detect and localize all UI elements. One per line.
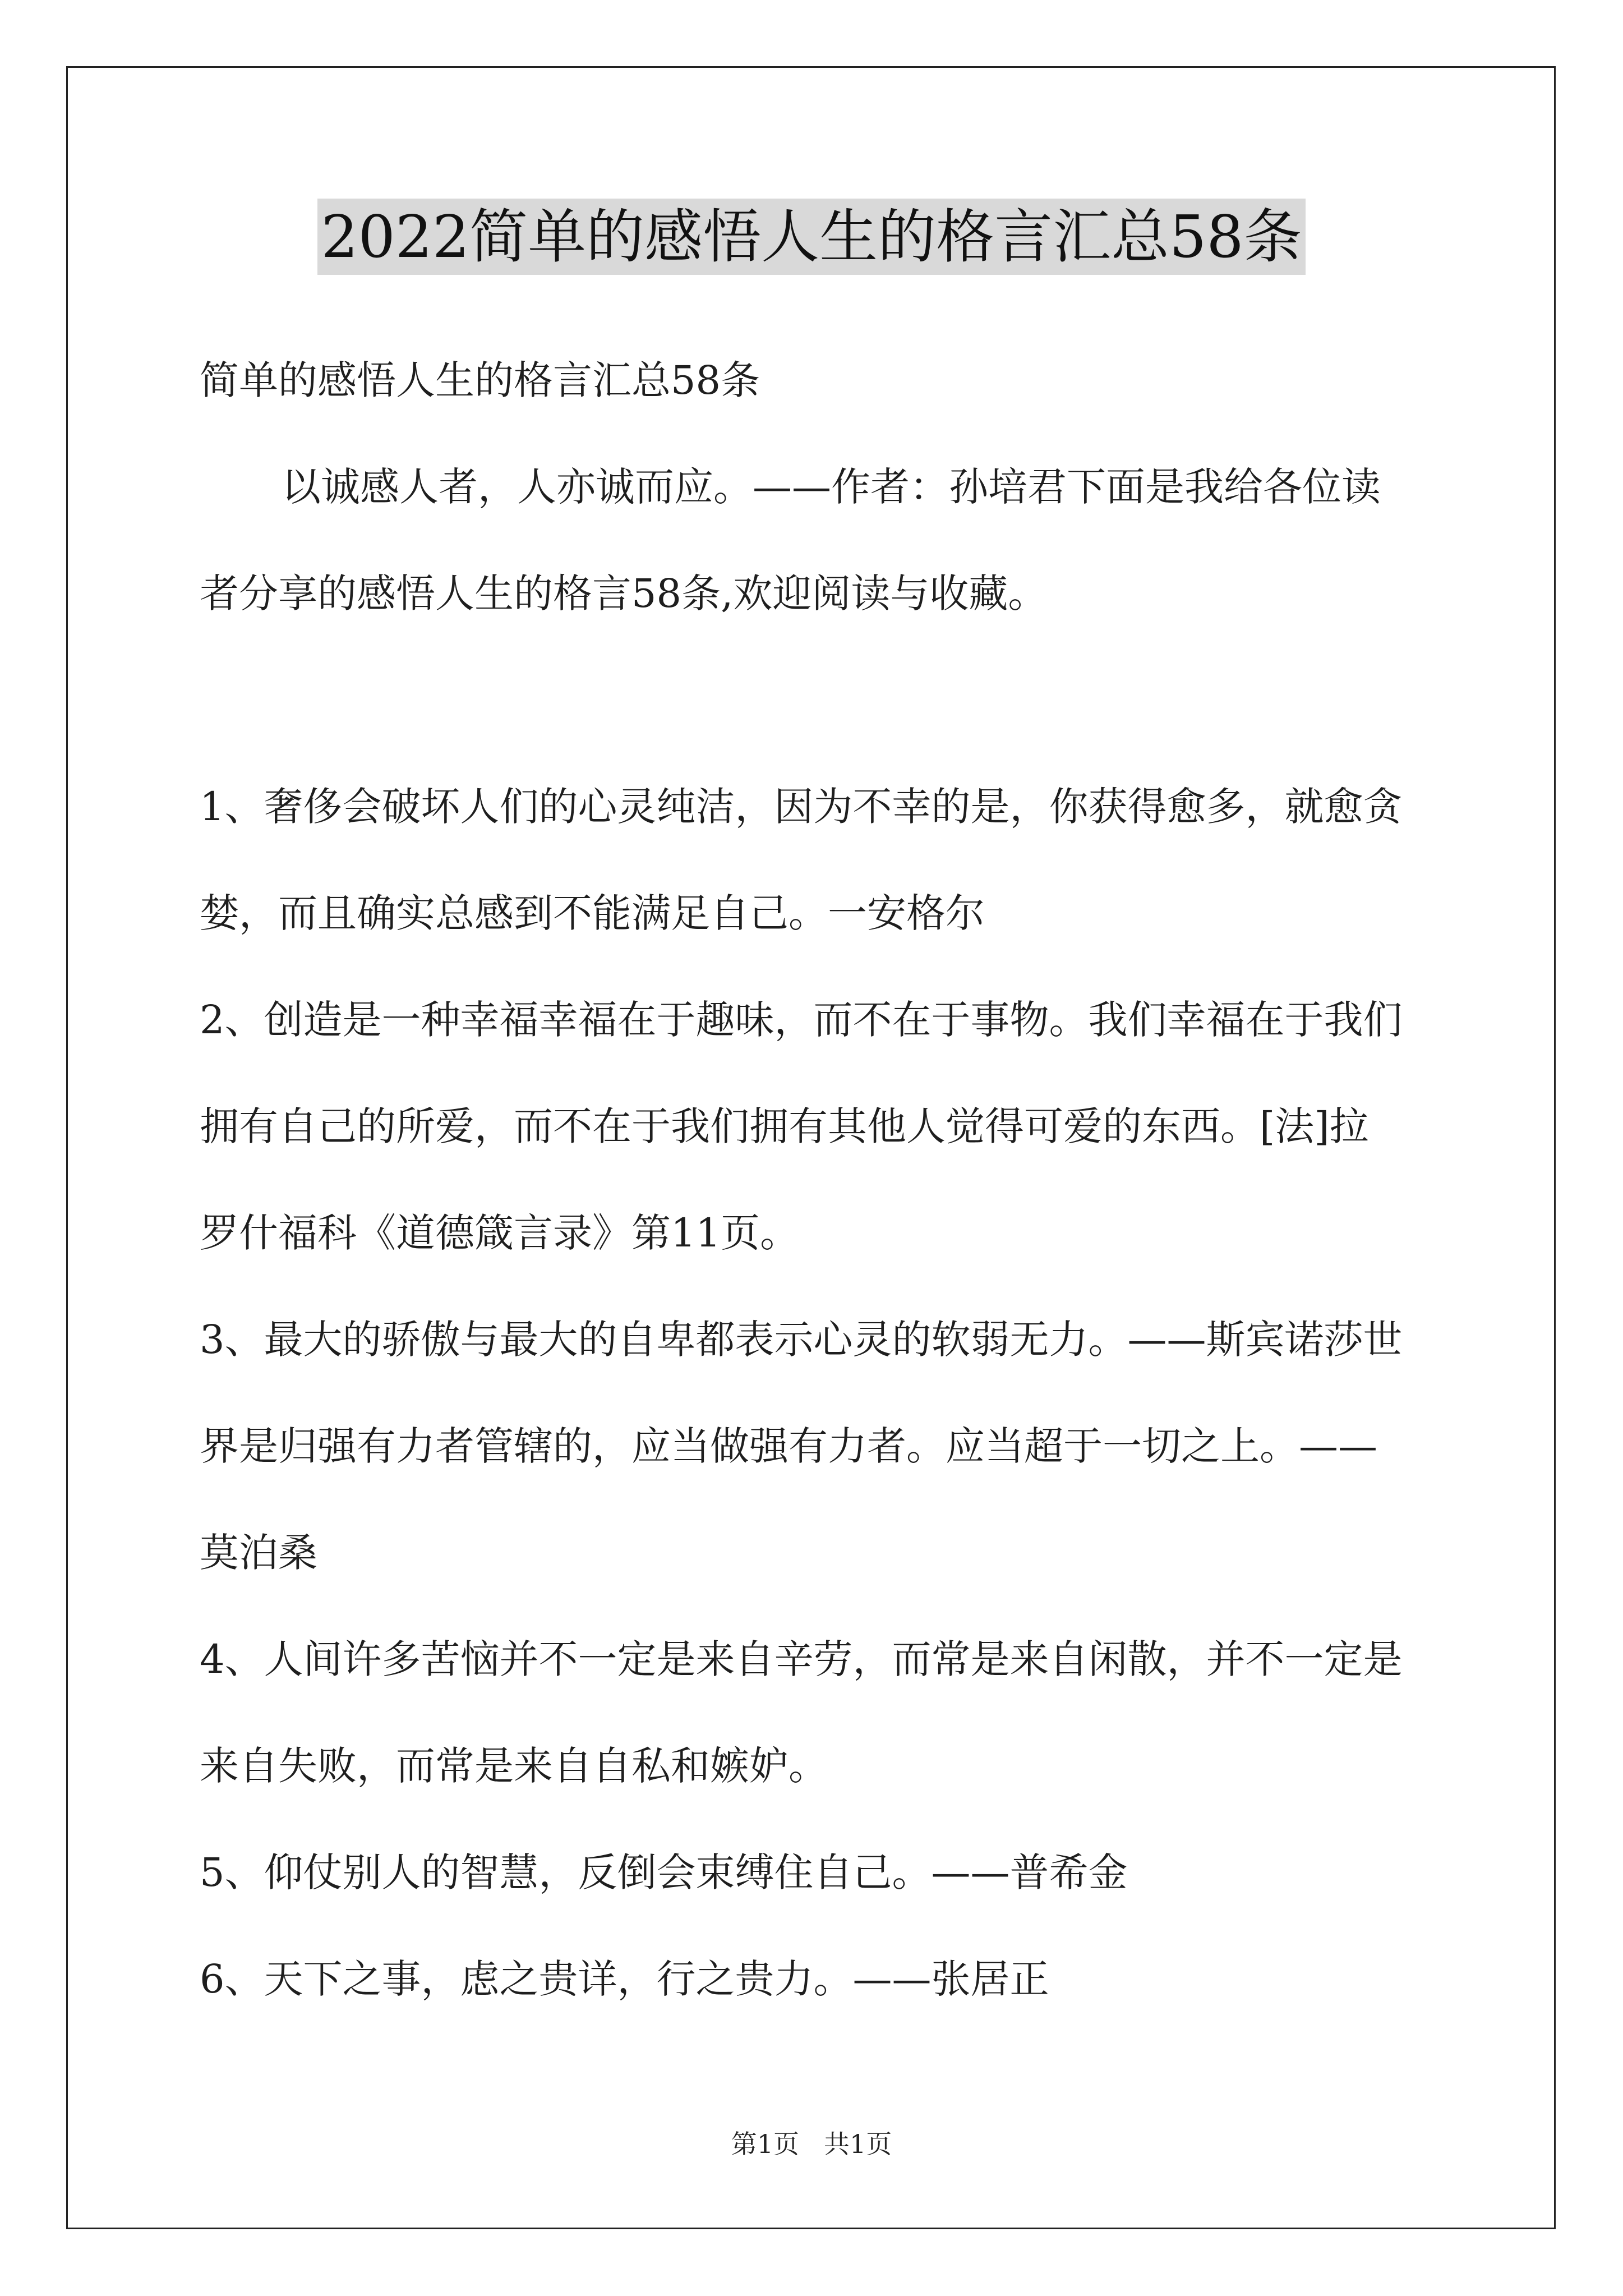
page-number: 第1页 (731, 2129, 799, 2159)
page-total: 共1页 (824, 2129, 892, 2159)
quote-line: 2、创造是一种幸福幸福在于趣味，而不在于事物。我们幸福在于我们 (200, 997, 1403, 1043)
quote-line: 罗什福科《道德箴言录》第11页。 (200, 1210, 800, 1256)
page-footer (0, 2127, 1623, 2161)
quote-line: 界是归强有力者管辖的，应当做强有力者。应当超于一切之上。—— (200, 1423, 1377, 1469)
quote-line: 1、奢侈会破坏人们的心灵纯洁，因为不幸的是，你获得愈多，就愈贪 (200, 784, 1403, 830)
quote-line: 莫泊桑 (200, 1530, 317, 1576)
document-subtitle: 简单的感悟人生的格言汇总58条 (200, 357, 760, 403)
quote-line: 婪，而且确实总感到不能满足自己。一安格尔 (200, 890, 985, 936)
quote-line: 拥有自己的所爱，而不在于我们拥有其他人觉得可爱的东西。[法]拉 (200, 1103, 1369, 1149)
quote-line: 4、人间许多苦恼并不一定是来自辛劳，而常是来自闲散，并不一定是 (200, 1636, 1403, 1682)
quote-line: 5、仰仗别人的智慧，反倒会束缚住自己。——普希金 (200, 1849, 1128, 1895)
title-container (0, 199, 1623, 275)
quote-line: 来自失败，而常是来自自私和嫉妒。 (200, 1743, 828, 1789)
quote-line: 6、天下之事，虑之贵详，行之贵力。——张居正 (200, 1956, 1049, 2002)
intro-line: 者分享的感悟人生的格言58条,欢迎阅读与收藏。 (200, 570, 1048, 616)
quote-line: 3、最大的骄傲与最大的自卑都表示心灵的软弱无力。——斯宾诺莎世 (200, 1317, 1403, 1363)
intro-line: 以诚感人者，人亦诚而应。——作者：孙培君下面是我给各位读 (282, 464, 1381, 510)
document-title: 2022简单的感悟人生的格言汇总58条 (317, 199, 1305, 275)
